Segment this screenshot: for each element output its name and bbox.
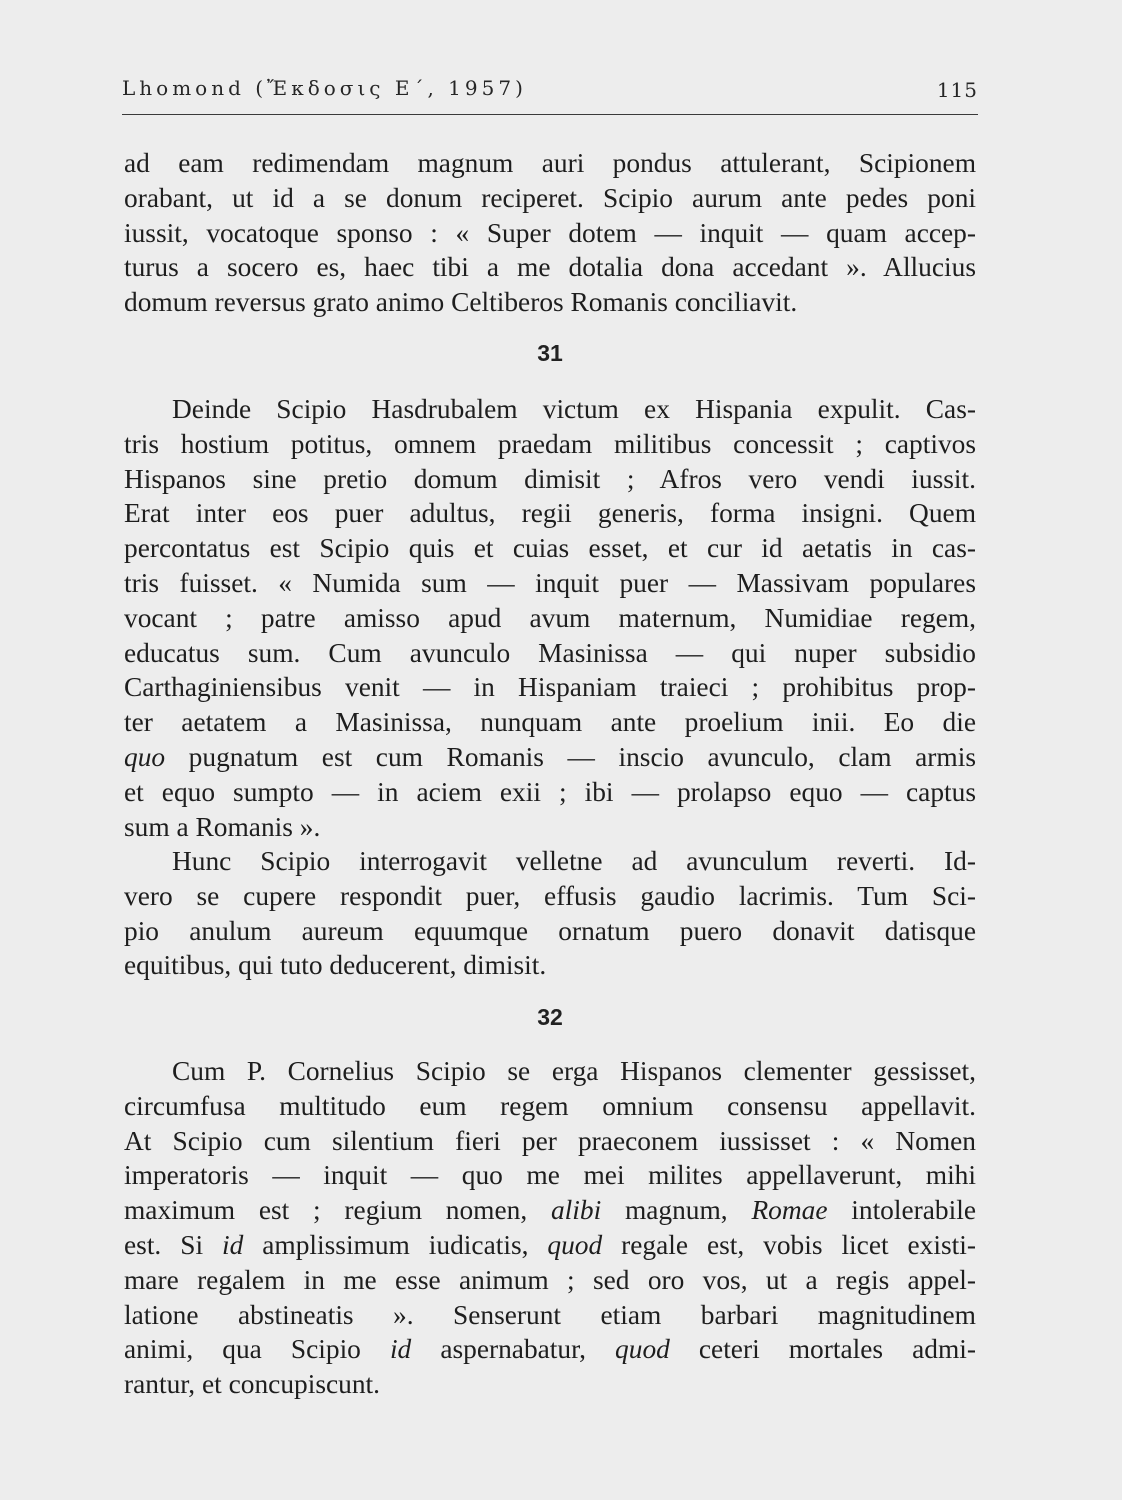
text-line: et equo sumpto — in aciem exii ; ibi — prolapso equo — captus [124, 776, 976, 807]
text-line: circumfusa multitudo eum regem omnium consensu appellavit. [124, 1090, 976, 1121]
section-31-number: 31 [537, 340, 563, 366]
section-30-end [124, 146, 976, 320]
text-line: iussit, vocatoque sponso : « Super dotem — inquit — quam accep- [124, 217, 976, 248]
text-line: educatus sum. Cum avunculo Masinissa — qui nuper subsidio [124, 637, 976, 668]
running-title: Lhomond (Ἔκδοσις Ε΄, 1957) [122, 76, 527, 100]
text-line: vocant ; patre amisso apud avum maternum, Numidiae regem, [124, 602, 976, 633]
text-segment [411, 1334, 440, 1364]
italic-word: alibi [550, 1195, 602, 1226]
italic-word: quod [547, 1229, 603, 1260]
text-line: Deinde Scipio Hasdrubalem victum ex Hispania expulit. Cas- [172, 394, 976, 424]
italic-word: id [222, 1229, 244, 1260]
text-line: turus a socero es, haec tibi a me dotalia dona accedant ». Allucius [124, 252, 976, 283]
section-31-paragraph-2 [124, 844, 976, 983]
section-31-paragraph-1 [124, 392, 976, 844]
text-line: rantur, et concupiscunt. [124, 1369, 380, 1400]
text-line: ad eam redimendam magnum auri pondus attulerant, Scipionem [124, 148, 976, 178]
text-segment: magnum, [601, 1195, 752, 1226]
text-segment: pugnatum est cum Romanis — inscio avunculo, clam armis [165, 741, 976, 772]
text-line-with-italic [124, 1332, 976, 1367]
text-line: pio anulum aureum equumque ornatum puero donavit datisque [124, 915, 976, 946]
text-line: Erat inter eos puer adultus, regii generis, forma insigni. Quem [124, 498, 976, 529]
italic-word: Romae [751, 1195, 828, 1226]
text-segment: amplissimum iudicatis, [243, 1229, 548, 1260]
text-line: imperatoris — inquit — quo me mei milites appellaverunt, mihi [124, 1160, 976, 1191]
text-line: ter aetatem a Masinissa, nunquam ante proelium inii. Eo die [124, 707, 976, 738]
text-line: equitibus, qui tuto deducerent, dimisit. [124, 950, 547, 981]
text-line: vero se cupere respondit puer, effusis gaudio lacrimis. Tum Sci- [124, 880, 976, 911]
text-segment: est. Si [124, 1229, 222, 1260]
text-line: tris hostium potitus, omnem praedam militibus concessit ; captivos [124, 428, 976, 459]
text-segment: intolerabile [827, 1195, 976, 1226]
section-32-number: 32 [537, 1004, 563, 1030]
text-line: percontatus est Scipio quis et cuias esset, et cur id aetatis in cas- [124, 533, 976, 564]
text-line: Cum P. Cornelius Scipio se erga Hispanos clementer gessisset, [172, 1056, 976, 1086]
text-segment: maximum est ; regium nomen, [124, 1195, 551, 1226]
text-segment: ceteri mortales admi- [669, 1334, 976, 1365]
text-line: domum reversus grato animo Celtiberos Romanis conciliavit. [124, 287, 798, 318]
page-number: 115 [936, 78, 978, 102]
text-line-with-italic [124, 1228, 976, 1263]
text-line: Hispanos sine pretio domum dimisit ; Afros vero vendi iussit. [124, 463, 976, 494]
text-line: Carthaginiensibus venit — in Hispaniam traieci ; prohibitus prop- [124, 672, 976, 703]
text-line: mare regalem in me esse animum ; sed oro vos, ut a regis appel- [124, 1264, 976, 1295]
italic-word: quo [124, 741, 166, 772]
text-line-with-italic [124, 740, 976, 775]
running-header [122, 76, 978, 110]
text-line: sum a Romanis ». [124, 811, 321, 842]
text-line: latione abstineatis ». Senserunt etiam barbari magnitudinem [124, 1299, 976, 1330]
header-rule [122, 114, 978, 115]
text-line-with-italic [124, 1193, 976, 1228]
text-line: Hunc Scipio interrogavit velletne ad avunculum reverti. Id- [172, 846, 976, 876]
text-line: orabant, ut id a se donum reciperet. Scipio aurum ante pedes poni [124, 182, 976, 213]
text-segment: regale est, vobis licet existi- [602, 1229, 976, 1260]
text-line: tris fuisset. « Numida sum — inquit puer — Massivam populares [124, 567, 976, 598]
section-32-paragraph [124, 1054, 976, 1402]
italic-word: quod [615, 1334, 670, 1365]
text-line: At Scipio cum silentium fieri per praeconem iussisset : « Nomen [124, 1125, 976, 1156]
text-segment: aspernabatur, [440, 1334, 616, 1365]
italic-word: id [389, 1334, 412, 1365]
text-segment: animi, qua Scipio [124, 1334, 390, 1365]
